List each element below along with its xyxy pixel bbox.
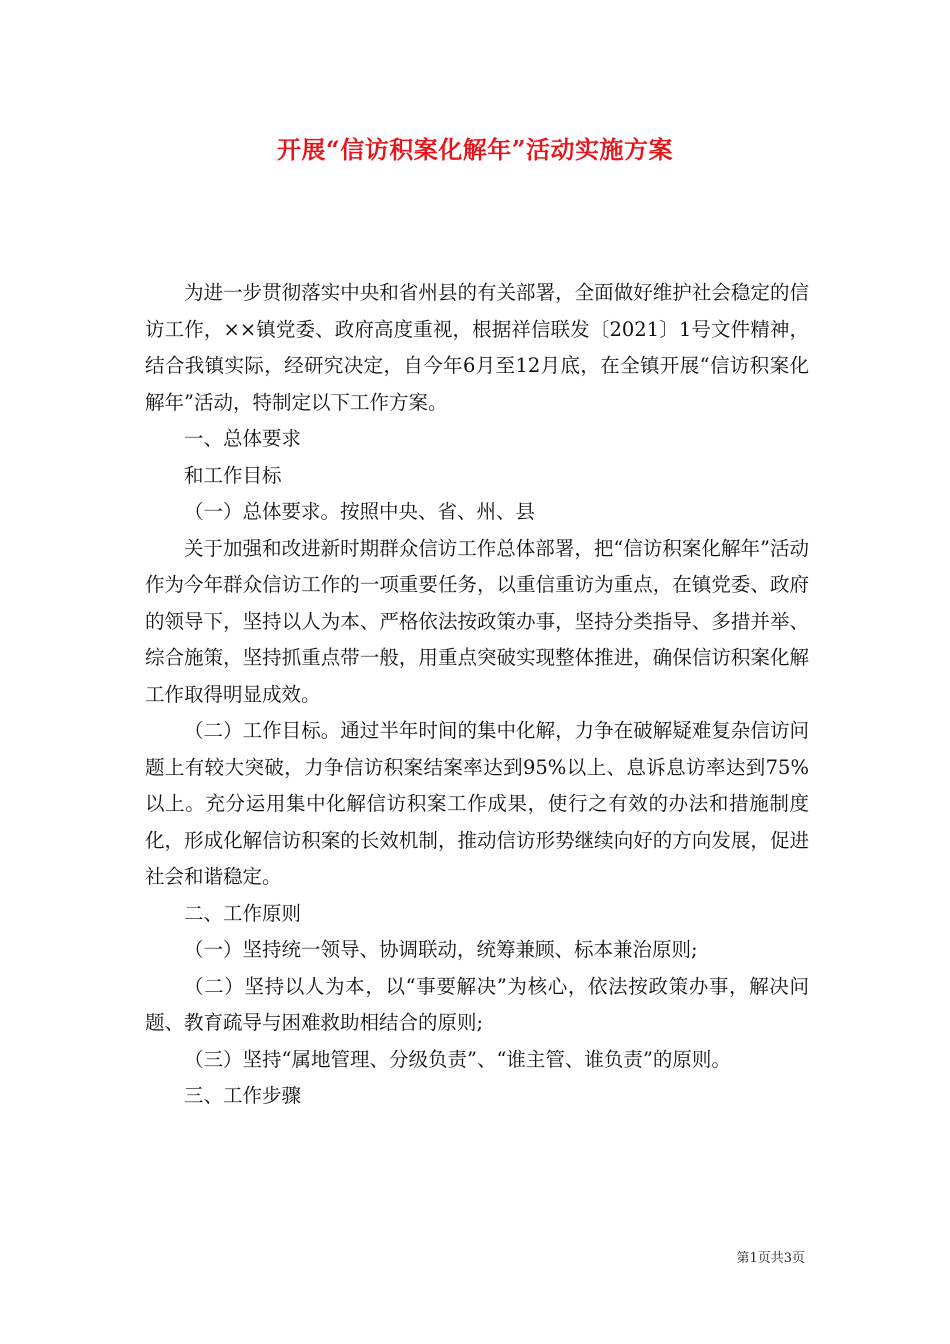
document-title: 开展“信访积案化解年”活动实施方案 [276, 135, 674, 164]
document-body [145, 275, 809, 1115]
section-heading-2: 二、工作原则 [184, 901, 302, 925]
subsection-heading-1-1: （一）总体要求。按照中央、省、州、县 [184, 500, 536, 523]
principle-item-3: （三）坚持“属地管理、分级负责”、“谁主管、谁负责”的原则。 [184, 1047, 731, 1071]
principle-item-2: （二）坚持以人为本，以“事要解决”为核心，依法按政策办事，解决问题、教育疏导与困难救助相结合的原则; [145, 974, 809, 1034]
page-number: 第1页共3页 [736, 1251, 805, 1266]
paragraph-work-goals: （二）工作目标。通过半年时间的集中化解，力争在破解疑难复杂信访问题上有较大突破，力争信访积案结案率达到95%以上、息诉息访率达到75%以上。充分运用集中化解信访积案工作成果，使行之有效的办法和措施制度化，形成化解信访积案的长效机制，推动信访形势继续向好的方向发展，促进社会和谐稳定。 [145, 719, 809, 888]
principle-item-1: （一）坚持统一领导、协调联动，统筹兼顾、标本兼治原则; [184, 938, 698, 961]
section-heading-3: 三、工作步骤 [184, 1084, 302, 1107]
section-heading-1: 一、总体要求 [184, 427, 302, 450]
paragraph-intro: 为进一步贯彻落实中央和省州县的有关部署，全面做好维护社会稳定的信访工作，××镇党委、政府高度重视，根据祥信联发〔2021〕1号文件精神，结合我镇实际，经研究决定，自今年6月至12月底，在全镇开展“信访积案化解年”活动，特制定以下工作方案。 [145, 281, 809, 414]
section-heading-1-continued: 和工作目标 [184, 463, 282, 487]
paragraph-general-requirements: 关于加强和改进新时期群众信访工作总体部署，把“信访积案化解年”活动作为今年群众信访工作的一项重要任务，以重信重访为重点，在镇党委、政府的领导下，坚持以人为本、严格依法按政策办事，坚持分类指导、多措并举、综合施策，坚持抓重点带一般，用重点突破实现整体推进，确保信访积案化解工作取得明显成效。 [145, 536, 809, 706]
